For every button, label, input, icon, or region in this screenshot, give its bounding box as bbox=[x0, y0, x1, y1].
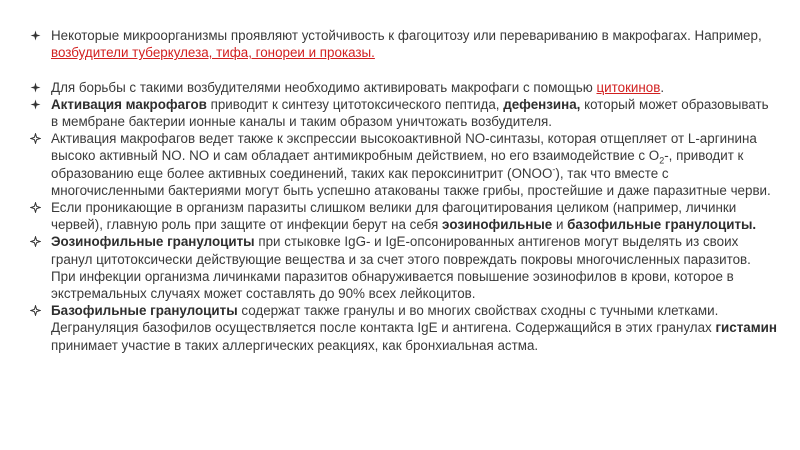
pathogens-link[interactable]: возбудители туберкулеза, тифа, гонореи и проказы. bbox=[51, 45, 375, 61]
subscript: 2 bbox=[659, 156, 665, 167]
superscript: - bbox=[552, 164, 556, 175]
paragraph-text: . bbox=[660, 79, 665, 95]
paragraph-text: приводит к синтезу цитотоксического пептида, bbox=[206, 96, 504, 112]
paragraph-text: ), так что вместе с многочисленными бактериями могут быть успешно атакованы также грибы, простейшие и даже паразитные черви. bbox=[51, 165, 771, 198]
list-item bbox=[29, 130, 779, 199]
bold-term: дефензина, bbox=[503, 96, 581, 112]
list-item bbox=[29, 79, 779, 96]
diamond-bullet-icon bbox=[29, 97, 41, 112]
bullet-list bbox=[29, 27, 779, 354]
bold-term: Базофильные гранулоциты bbox=[51, 303, 238, 319]
hollow-diamond-bullet-icon bbox=[29, 131, 41, 146]
hollow-diamond-bullet-icon bbox=[29, 303, 41, 318]
bold-term: Эозинофильные гранулоциты bbox=[51, 234, 255, 250]
bold-term: гистамин bbox=[715, 320, 777, 336]
hollow-diamond-bullet-icon bbox=[29, 200, 41, 215]
bold-term: базофильные гранулоциты. bbox=[567, 217, 757, 233]
list-item bbox=[29, 27, 779, 61]
diamond-bullet-icon bbox=[29, 80, 41, 95]
bold-term: Активация макрофагов bbox=[51, 96, 207, 112]
paragraph-text: и bbox=[552, 217, 568, 233]
paragraph-text: Некоторые микроорганизмы проявляют устойчивость к фагоцитозу или перевариванию в макрофагах. Например, bbox=[51, 28, 762, 43]
cytokines-link[interactable]: цитокинов bbox=[596, 79, 661, 95]
paragraph-text: Для борьбы с такими возбудителями необходимо активировать макрофаги с помощью bbox=[51, 79, 597, 95]
paragraph-text: принимает участие в таких аллергических реакциях, как бронхиальная астма. bbox=[51, 337, 539, 353]
bold-term: эозинофильные bbox=[442, 217, 553, 233]
paragraph-text: содержат также гранулы и во многих свойствах сходны с тучными клетками. Дегрануляция базофилов осуществляется после контакта IgE и антигена. Содержащийся в этих гранулах bbox=[51, 303, 719, 336]
list-item bbox=[29, 96, 779, 130]
paragraph-text: Активация макрофагов ведет также к экспрессии высокоактивной NO-синтазы, которая отщепляет от L-аргинина высоко активный NO. NO и сам обладает антимикробным действием, но его взаимодействие с O bbox=[51, 131, 757, 164]
list-item bbox=[29, 199, 779, 233]
diamond-bullet-icon bbox=[29, 28, 41, 43]
paragraph-text: -, приводит к образованию еще более активных соединений, таких как пероксинитрит (ONOO bbox=[51, 148, 744, 181]
list-item bbox=[29, 233, 779, 302]
paragraph-text: Если проникающие в организм паразиты слишком велики для фагоцитирования целиком (например, личинки червей), главную роль при защите от инфекции берут на себя bbox=[51, 200, 737, 233]
list-item bbox=[29, 302, 779, 354]
paragraph-text: который может образовывать в мембране бактерии ионные каналы и таким образом уничтожать возбудителя. bbox=[51, 96, 769, 129]
hollow-diamond-bullet-icon bbox=[29, 234, 41, 249]
paragraph-text: при стыковке IgG- и IgE-опсонированных антигенов могут выделять из своих гранул цитотоксически действующие вещества и за счет этого повреждать покровы многочисленных паразитов. При инфекции организма личинками паразитов обнаруживается повышение эозинофилов в крови, которое в экстремальных случаях может составлять до 90% всех лейкоцитов. bbox=[51, 234, 751, 302]
